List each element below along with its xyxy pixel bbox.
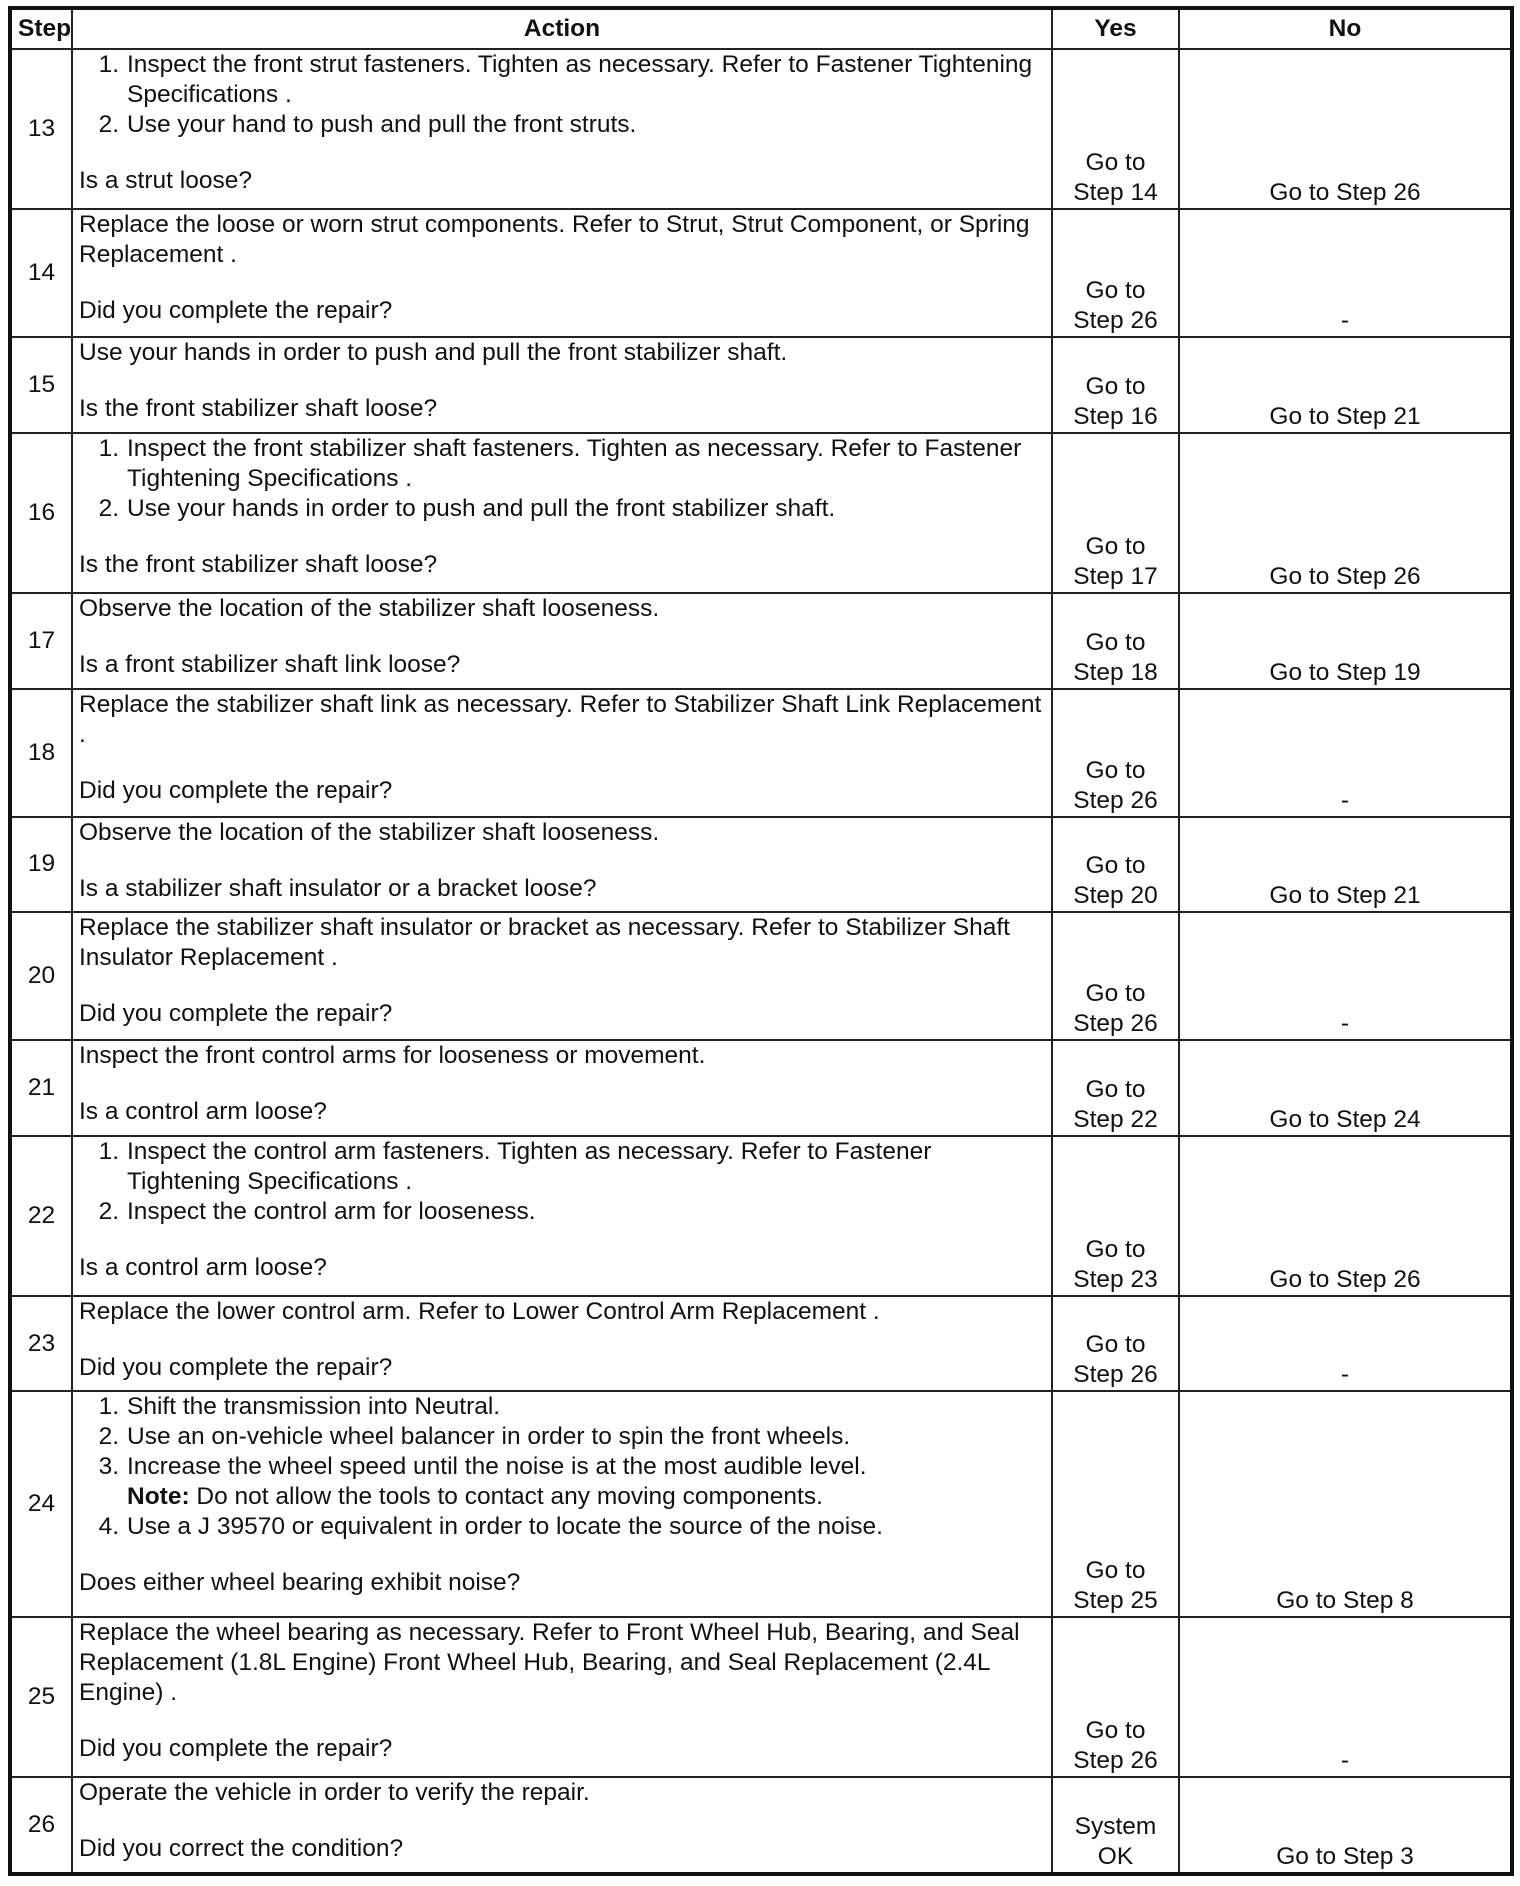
- note: [127, 1482, 1045, 1512]
- yes-result-line: Step 14: [1073, 179, 1158, 207]
- action-cell: [72, 1040, 1052, 1135]
- instruction-text: Observe the location of the stabilizer shaft looseness.: [79, 595, 660, 623]
- diagnostic-table: [8, 6, 1514, 1876]
- instruction-text: Use your hands in order to push and pull the front stabilizer shaft.: [79, 339, 788, 367]
- yes-result-line: Step 25: [1073, 1586, 1158, 1614]
- item-number: 1.: [98, 51, 119, 78]
- yes-result: [1052, 1777, 1179, 1874]
- item-number: 2.: [98, 111, 119, 138]
- item-text: Use a J 39570 or equivalent in order to locate the source of the noise.: [127, 1513, 883, 1541]
- item-text: Shift the transmission into Neutral.: [127, 1393, 501, 1421]
- table-row: [10, 817, 1512, 912]
- yes-result: [1052, 209, 1179, 337]
- header-step: Step: [10, 8, 72, 49]
- table-row: [10, 1296, 1512, 1391]
- item-text: Use your hand to push and pull the front struts.: [127, 111, 637, 138]
- instruction-item: [98, 1422, 1045, 1452]
- table-row: [10, 209, 1512, 337]
- action-cell: [72, 209, 1052, 337]
- instruction-list: [79, 1137, 1045, 1227]
- yes-result: [1052, 337, 1179, 432]
- yes-result: [1052, 49, 1179, 209]
- question-text: Did you correct the condition?: [79, 1835, 404, 1863]
- yes-result: [1052, 817, 1179, 912]
- table-row: [10, 912, 1512, 1040]
- note-text: Do not allow the tools to contact any moving components.: [189, 1483, 823, 1511]
- yes-result: [1052, 433, 1179, 593]
- question-text: Does either wheel bearing exhibit noise?: [79, 1569, 521, 1597]
- step-number: 14: [10, 209, 72, 337]
- instruction-item: [98, 494, 1045, 524]
- question-text: Did you complete the repair?: [79, 1734, 393, 1762]
- step-number: 18: [10, 689, 72, 817]
- instruction-text: Replace the loose or worn strut components. Refer to Strut, Strut Component, or Spring Replacement .: [79, 211, 1030, 269]
- step-number: 16: [10, 433, 72, 593]
- action-cell: [72, 1391, 1052, 1617]
- item-number: 2.: [98, 1197, 119, 1225]
- yes-result: [1052, 912, 1179, 1040]
- yes-result: [1052, 1136, 1179, 1296]
- yes-result: [1052, 1040, 1179, 1135]
- table-row: [10, 1777, 1512, 1874]
- item-text: Inspect the control arm for looseness.: [127, 1197, 536, 1225]
- yes-result-line: Go to: [1085, 1556, 1146, 1584]
- yes-result-line: Step 26: [1073, 786, 1158, 814]
- item-number: 1.: [98, 1137, 119, 1165]
- instruction-list: [79, 1392, 1045, 1542]
- instruction-text: Inspect the front control arms for looseness or movement.: [79, 1042, 706, 1070]
- yes-result-line: Go to: [1085, 1236, 1146, 1263]
- no-result: -: [1179, 209, 1512, 337]
- no-result: Go to Step 19: [1179, 593, 1512, 688]
- yes-result-line: Go to: [1085, 533, 1146, 561]
- no-result: Go to Step 26: [1179, 49, 1512, 209]
- no-result: Go to Step 21: [1179, 817, 1512, 912]
- instruction-text: Replace the wheel bearing as necessary. Refer to Front Wheel Hub, Bearing, and Seal Replacement (1.8L Engine) Front Wheel Hub, Bearing, and Seal Replacement (2.4L Engine) .: [79, 1618, 1020, 1706]
- item-text: Inspect the front stabilizer shaft fasteners. Tighten as necessary. Refer to Fastener Tightening Specifications .: [127, 434, 1022, 492]
- yes-result-line: Step 16: [1073, 402, 1158, 430]
- note-label: Note:: [127, 1483, 190, 1511]
- yes-result-line: Step 23: [1073, 1266, 1158, 1293]
- question-text: Did you complete the repair?: [79, 297, 393, 325]
- no-result: -: [1179, 1296, 1512, 1391]
- instruction-item: [98, 434, 1045, 494]
- no-result: Go to Step 24: [1179, 1040, 1512, 1135]
- step-number: 19: [10, 817, 72, 912]
- table-row: [10, 1391, 1512, 1617]
- yes-result-line: Go to: [1085, 149, 1146, 177]
- step-number: 13: [10, 49, 72, 209]
- yes-result-line: Step 17: [1073, 563, 1158, 591]
- question-text: Is a stabilizer shaft insulator or a bracket loose?: [79, 874, 597, 902]
- item-text: Increase the wheel speed until the noise is at the most audible level.: [127, 1453, 867, 1481]
- instruction-item: [98, 1512, 1045, 1542]
- yes-result: [1052, 689, 1179, 817]
- no-result: Go to Step 8: [1179, 1391, 1512, 1617]
- step-number: 17: [10, 593, 72, 688]
- item-number: 1.: [98, 434, 119, 462]
- table-row: [10, 337, 1512, 432]
- question-text: Is the front stabilizer shaft loose?: [79, 395, 438, 423]
- action-cell: [72, 1296, 1052, 1391]
- instruction-item: [98, 1392, 1045, 1422]
- action-cell: [72, 1136, 1052, 1296]
- instruction-item: [98, 110, 1045, 140]
- yes-result-line: Step 22: [1073, 1105, 1158, 1133]
- item-number: 1.: [98, 1393, 119, 1421]
- yes-result-line: Go to: [1085, 628, 1146, 656]
- no-result: -: [1179, 912, 1512, 1040]
- step-number: 23: [10, 1296, 72, 1391]
- no-result: Go to Step 26: [1179, 1136, 1512, 1296]
- question-text: Is the front stabilizer shaft loose?: [79, 550, 438, 578]
- step-number: 15: [10, 337, 72, 432]
- yes-result-line: Go to: [1085, 372, 1146, 400]
- question-text: Did you complete the repair?: [79, 1354, 393, 1381]
- question-text: Did you complete the repair?: [79, 776, 393, 804]
- yes-result: [1052, 1617, 1179, 1777]
- yes-result-line: Go to: [1085, 756, 1146, 784]
- header-no: No: [1179, 8, 1512, 49]
- question-text: Is a control arm loose?: [79, 1098, 327, 1126]
- instruction-item: [98, 50, 1045, 110]
- action-cell: [72, 49, 1052, 209]
- action-cell: [72, 912, 1052, 1040]
- yes-result-line: Go to: [1085, 1331, 1146, 1359]
- instruction-list: [79, 434, 1045, 524]
- yes-result-line: Go to: [1085, 980, 1146, 1008]
- action-cell: [72, 433, 1052, 593]
- item-text: Inspect the front strut fasteners. Tighten as necessary. Refer to Fastener Tightening Specifications .: [127, 51, 1033, 108]
- table-row: [10, 433, 1512, 593]
- yes-result-line: Step 18: [1073, 658, 1158, 686]
- yes-result-line: OK: [1097, 1843, 1134, 1870]
- yes-result-line: Step 26: [1073, 307, 1158, 335]
- item-text: Use your hands in order to push and pull the front stabilizer shaft.: [127, 494, 836, 522]
- item-number: 2.: [98, 494, 119, 522]
- item-text: Inspect the control arm fasteners. Tighten as necessary. Refer to Fastener Tightening Specifications .: [127, 1137, 932, 1195]
- step-number: 21: [10, 1040, 72, 1135]
- instruction-text: Replace the lower control arm. Refer to Lower Control Arm Replacement .: [79, 1298, 880, 1325]
- instruction-text: Replace the stabilizer shaft insulator or bracket as necessary. Refer to Stabilizer Shaft Insulator Replacement .: [79, 914, 1010, 972]
- question-text: Is a front stabilizer shaft link loose?: [79, 651, 461, 679]
- step-number: 26: [10, 1777, 72, 1874]
- no-result: Go to Step 21: [1179, 337, 1512, 432]
- table-header-row: [10, 8, 1512, 49]
- instruction-list: [79, 50, 1045, 140]
- yes-result-line: Go to: [1085, 277, 1146, 305]
- step-number: 20: [10, 912, 72, 1040]
- yes-result-line: Go to: [1085, 1717, 1146, 1745]
- yes-result: [1052, 1296, 1179, 1391]
- step-number: 25: [10, 1617, 72, 1777]
- instruction-item: [98, 1137, 1045, 1197]
- table-row: [10, 49, 1512, 209]
- header-action: Action: [72, 8, 1052, 49]
- yes-result-line: Step 20: [1073, 882, 1158, 910]
- yes-result-line: Step 26: [1073, 1747, 1158, 1775]
- no-result: Go to Step 3: [1179, 1777, 1512, 1874]
- table-body: [10, 49, 1512, 1874]
- instruction-item: [98, 1452, 1045, 1512]
- step-number: 22: [10, 1136, 72, 1296]
- no-result: -: [1179, 1617, 1512, 1777]
- action-cell: [72, 689, 1052, 817]
- instruction-text: Operate the vehicle in order to verify the repair.: [79, 1779, 590, 1807]
- instruction-item: [98, 1197, 1045, 1227]
- action-cell: [72, 593, 1052, 688]
- action-cell: [72, 1617, 1052, 1777]
- table-row: [10, 593, 1512, 688]
- instruction-text: Replace the stabilizer shaft link as necessary. Refer to Stabilizer Shaft Link Replacement .: [79, 690, 1042, 748]
- yes-result-line: Go to: [1085, 852, 1146, 880]
- item-number: 3.: [98, 1453, 119, 1481]
- table-row: [10, 1136, 1512, 1296]
- table-row: [10, 689, 1512, 817]
- no-result: -: [1179, 689, 1512, 817]
- yes-result-line: Step 26: [1073, 1010, 1158, 1038]
- action-cell: [72, 817, 1052, 912]
- action-cell: [72, 1777, 1052, 1874]
- yes-result: [1052, 593, 1179, 688]
- item-number: 4.: [98, 1513, 119, 1541]
- question-text: Did you complete the repair?: [79, 1000, 393, 1028]
- header-yes: Yes: [1052, 8, 1179, 49]
- yes-result: [1052, 1391, 1179, 1617]
- yes-result-line: System: [1074, 1813, 1157, 1840]
- table-row: [10, 1617, 1512, 1777]
- item-text: Use an on-vehicle wheel balancer in order to spin the front wheels.: [127, 1423, 851, 1451]
- action-cell: [72, 337, 1052, 432]
- table-row: [10, 1040, 1512, 1135]
- question-text: Is a strut loose?: [79, 167, 252, 194]
- instruction-text: Observe the location of the stabilizer shaft looseness.: [79, 818, 660, 846]
- question-text: Is a control arm loose?: [79, 1253, 327, 1281]
- yes-result-line: Step 26: [1073, 1361, 1158, 1389]
- yes-result-line: Go to: [1085, 1075, 1146, 1103]
- step-number: 24: [10, 1391, 72, 1617]
- no-result: Go to Step 26: [1179, 433, 1512, 593]
- item-number: 2.: [98, 1423, 119, 1451]
